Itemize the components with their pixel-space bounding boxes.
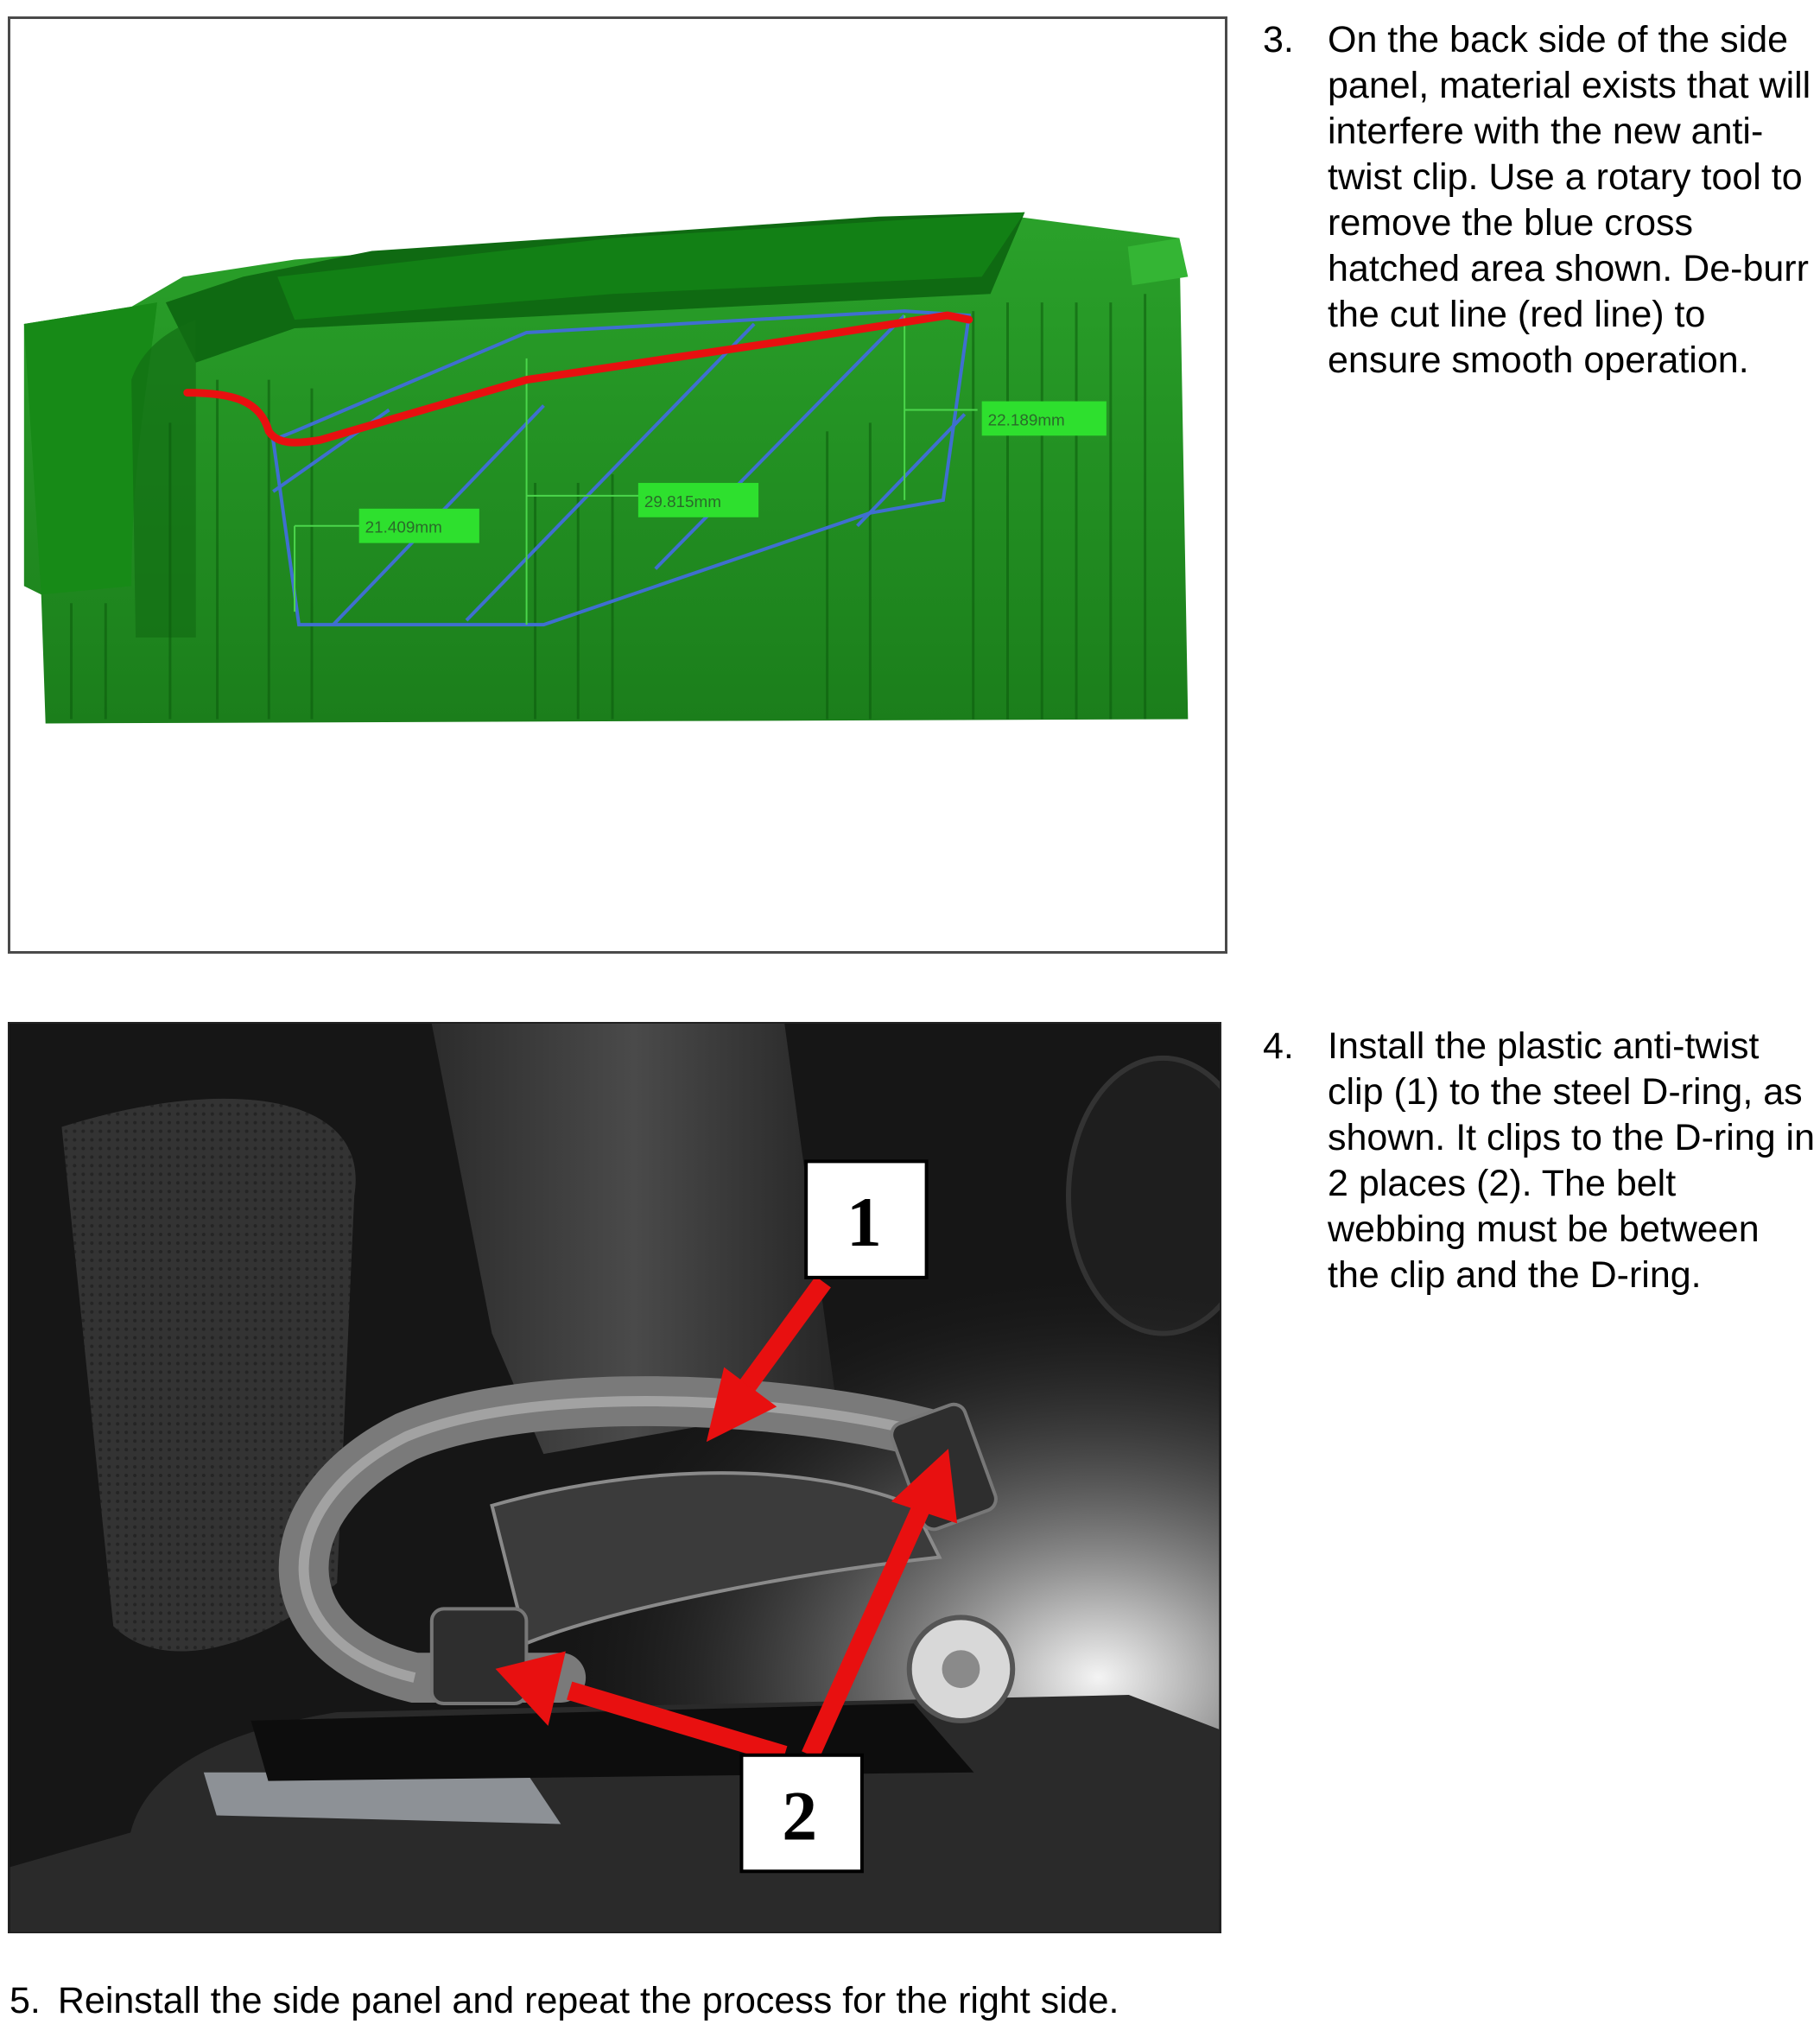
cad-side-panel-figure xyxy=(8,16,1227,954)
dimension-label-3: 22.189mm xyxy=(987,411,1065,430)
cad-drawing xyxy=(10,19,1225,951)
step-text: On the back side of the side panel, material exists that will interfere with the new anti-twist clip. Use a rotary tool to remove the blue cross hatched area shown. De-burr the cut line (red line) to ensure smooth operation. xyxy=(1328,19,1811,381)
step-4 xyxy=(1263,1024,1816,1352)
dimension-label-1: 21.409mm xyxy=(365,518,442,537)
d-ring-photo-figure xyxy=(8,1022,1221,1933)
step-5 xyxy=(10,1978,1305,2024)
step-number: 3. xyxy=(1263,19,1294,60)
callout-2: 2 xyxy=(782,1776,818,1856)
step-text: Reinstall the side panel and repeat the process for the right side. xyxy=(57,1980,1119,2021)
step-number: 5. xyxy=(10,1980,41,2021)
dimension-label-2: 29.815mm xyxy=(644,492,722,511)
callout-1: 1 xyxy=(846,1183,882,1262)
step-number: 4. xyxy=(1263,1025,1294,1067)
d-ring-photo xyxy=(10,1024,1220,1932)
step-text: Install the plastic anti-twist clip (1) to the steel D-ring, as shown. It clips to the D-ring in 2 places (2). The belt webbing must be between the clip and the D-ring. xyxy=(1328,1025,1816,1296)
step-3 xyxy=(1263,17,1816,432)
